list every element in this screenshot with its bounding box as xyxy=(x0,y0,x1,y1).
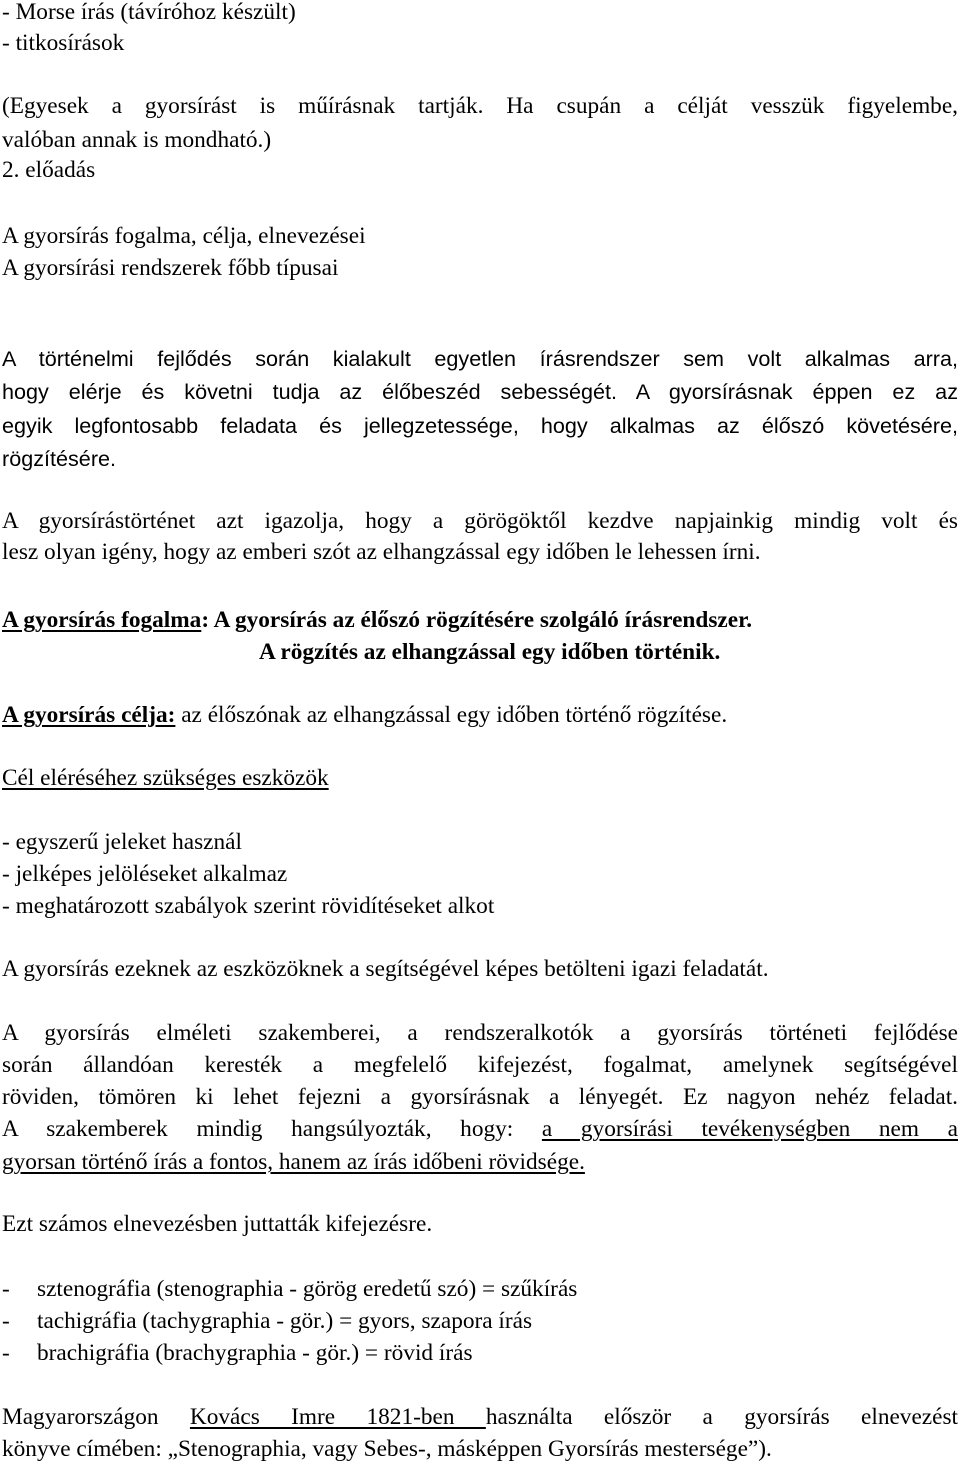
emphasis-underlined: a gyorsírási tevékenységben nem a xyxy=(541,1116,958,1142)
tools-heading: Cél eléréséhez szükséges eszközök xyxy=(2,765,329,791)
paragraph-4-line-5: gyorsan történő írás a fontos, hanem az írás időbeni rövidsége. xyxy=(2,1149,585,1175)
paragraph-1-line-3: egyik legfontosabb feladata és jellegzetessége, hogy alkalmas az élőszó követésére, xyxy=(2,413,958,438)
kovacs-imre-underlined: Kovács Imre 1821-ben xyxy=(189,1404,486,1430)
paragraph-6-line-2: könyve címében: „Stenographia, vagy Sebes-, másképpen Gyorsírás mestersége”). xyxy=(2,1436,772,1462)
paragraph-1-line-4: rögzítésére. xyxy=(2,446,117,471)
paragraph-2-line-2: lesz olyan igény, hogy az emberi szót az elhangzással egy időben le lehessen írni. xyxy=(2,539,761,565)
goal-line xyxy=(2,700,727,730)
definition-line-2: A rögzítés az elhangzással egy időben történik. xyxy=(259,639,721,665)
tool-item-1: - egyszerű jeleket használ xyxy=(2,829,242,855)
paragraph-4-line-4: A szakemberek mindig hangsúlyozták, hogy: a gyorsírási tevékenységben nem a xyxy=(2,1116,958,1142)
tool-item-3: - meghatározott szabályok szerint rövidítéseket alkot xyxy=(2,893,495,919)
goal-text: az élőszónak az elhangzással egy időben történő rögzítése. xyxy=(175,702,728,728)
tool-item-2: - jelképes jelöléseket alkalmaz xyxy=(2,861,288,887)
paragraph-4-line-3: röviden, tömören ki lehet fejezni a gyorsírásnak a lényegét. Ez nagyon nehéz feladat. xyxy=(2,1084,958,1110)
paragraph-1-line-1: A történelmi fejlődés során kialakult egyetlen írásrendszer sem volt alkalmas arra, xyxy=(2,346,958,371)
name-item-brachygraphy: - brachigráfia (brachygraphia - gör.) = rövid írás xyxy=(2,1340,473,1366)
paragraph-3: A gyorsírás ezeknek az eszközöknek a segítségével képes betölteni igazi feladatát. xyxy=(2,956,769,982)
list-item-morse: - Morse írás (távíróhoz készült) xyxy=(2,0,296,25)
name-item-stenography: - sztenográfia (stenographia - görög eredetű szó) = szűkírás xyxy=(2,1276,578,1302)
lecture-heading: 2. előadás xyxy=(2,157,96,183)
definition-label: A gyorsírás fogalma xyxy=(2,607,202,633)
definition-text: A gyorsírás az élőszó rögzítésére szolgáló írásrendszer. xyxy=(213,607,753,633)
topic-1: A gyorsírás fogalma, célja, elnevezései xyxy=(2,223,366,249)
paragraph-4-line-2: során állandóan keresték a megfelelő kifejezést, fogalmat, amelynek segítségével xyxy=(2,1052,958,1078)
note-line-2: valóban annak is mondható.) xyxy=(2,127,272,153)
paragraph-4-line-1: A gyorsírás elméleti szakemberei, a rendszeralkotók a gyorsírás történeti fejlődése xyxy=(2,1020,958,1046)
topic-2: A gyorsírási rendszerek főbb típusai xyxy=(2,255,339,281)
definition-line-1: A gyorsírás fogalma: A gyorsírás az élőszó rögzítésére szolgáló írásrendszer. xyxy=(2,607,753,633)
list-item-cipher: - titkosírások xyxy=(2,30,125,56)
paragraph-1-line-2: hogy elérje és követni tudja az élőbeszéd sebességét. A gyorsírásnak éppen ez az xyxy=(2,379,958,404)
paragraph-2-line-1: A gyorsírástörténet azt igazolja, hogy a görögöktől kezdve napjainkig mindig volt és xyxy=(2,508,958,534)
note-line-1: (Egyesek a gyorsírást is műírásnak tartják. Ha csupán a célját vesszük figyelembe, xyxy=(2,93,958,119)
name-item-tachygraphy: - tachigráfia (tachygraphia - gör.) = gyors, szapora írás xyxy=(2,1308,533,1334)
goal-label: A gyorsírás célja: xyxy=(2,702,176,728)
paragraph-5: Ezt számos elnevezésben juttatták kifejezésre. xyxy=(2,1211,433,1237)
paragraph-6-line-1: Magyarországon Kovács Imre 1821-ben használta először a gyorsírás elnevezést xyxy=(2,1404,959,1430)
